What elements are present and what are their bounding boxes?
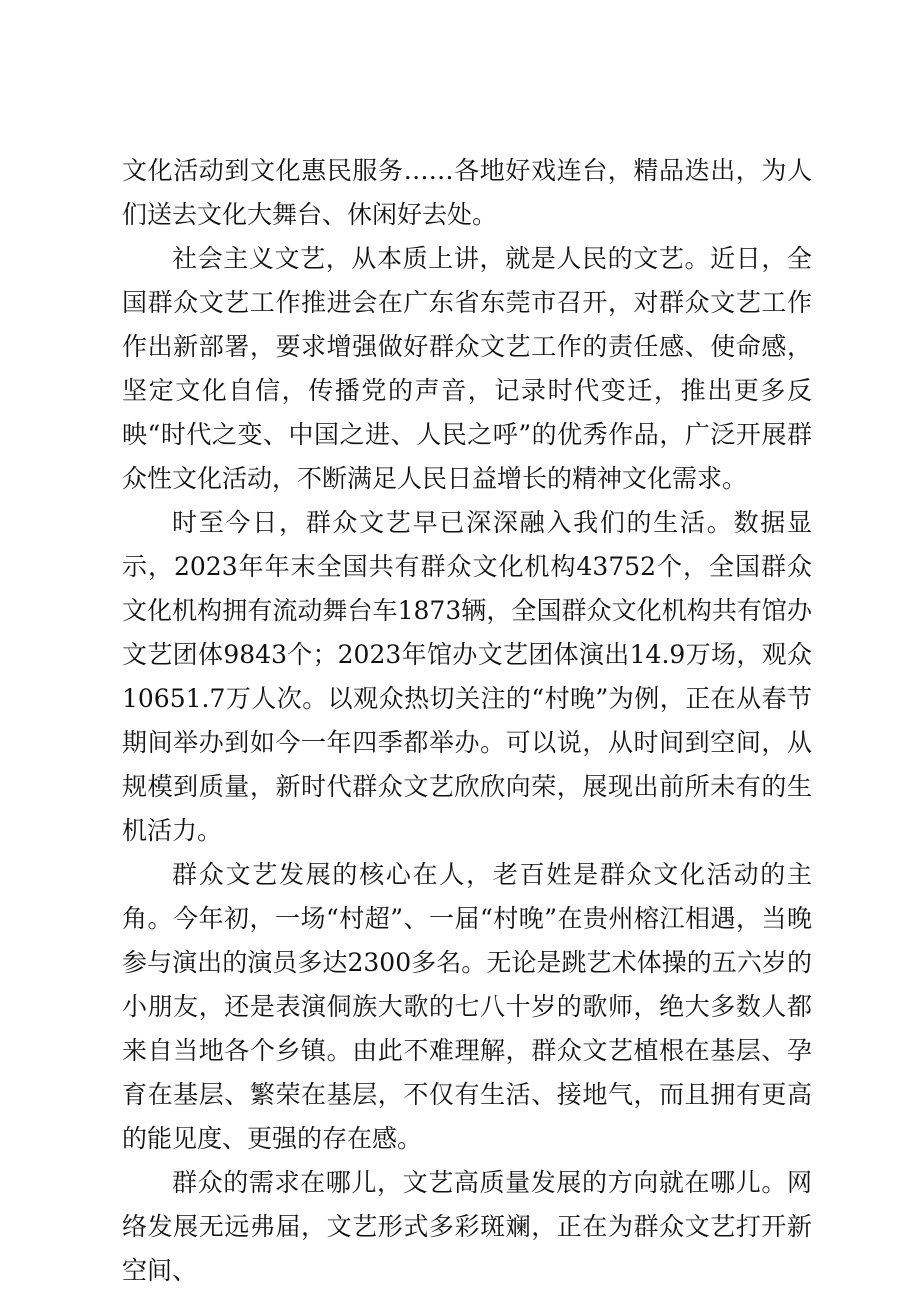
paragraph-socialist-art: 社会主义文艺，从本质上讲，就是人民的文艺。近日，全国群众文艺工作推进会在广东省东莞市召开，对群众文艺工作作出新部署，要求增强做好群众文艺工作的责任感、使命感，坚定文化自信，传播党的声音，记录时代变迁，推出更多反映“时代之变、中国之进、人民之呼”的优秀作品，广泛开展群众性文化活动，不断满足人民日益增长的精神文化需求。 [122, 244, 812, 493]
paragraph-demand-direction: 群众的需求在哪儿，文艺高质量发展的方向就在哪儿。网络发展无远弗届，文艺形式多彩斑斓，正在为群众文艺打开新空间、 [122, 1168, 812, 1285]
paragraph-people-core: 群众文艺发展的核心在人，老百姓是群众文化活动的主角。今年初，一场“村超”、一届“村晚”在贵州榕江相遇，当晚参与演出的演员多达2300多名。无论是跳艺术体操的五六岁的小朋友，还是表演侗族大歌的七八十岁的歌师，绝大多数人都来自当地各个乡镇。由此不难理解，群众文艺植根在基层、孕育在基层、繁荣在基层，不仅有生活、接地气，而且拥有更高的能见度、更强的存在感。 [122, 860, 812, 1153]
paragraph-continued: 文化活动到文化惠民服务……各地好戏连台，精品迭出，为人们送去文化大舞台、休闲好去处。 [122, 156, 812, 229]
article-body [122, 149, 812, 1293]
paragraph-statistics: 时至今日，群众文艺早已深深融入我们的生活。数据显示，2023年年末全国共有群众文化机构43752个，全国群众文化机构拥有流动舞台车1873辆，全国群众文化机构共有馆办文艺团体9843个；2023年馆办文艺团体演出14.9万场，观众10651.7万人次。以观众热切关注的“村晚”为例，正在从春节期间举办到如今一年四季都举办。可以说，从时间到空间，从规模到质量，新时代群众文艺欣欣向荣，展现出前所未有的生机活力。 [122, 508, 812, 845]
